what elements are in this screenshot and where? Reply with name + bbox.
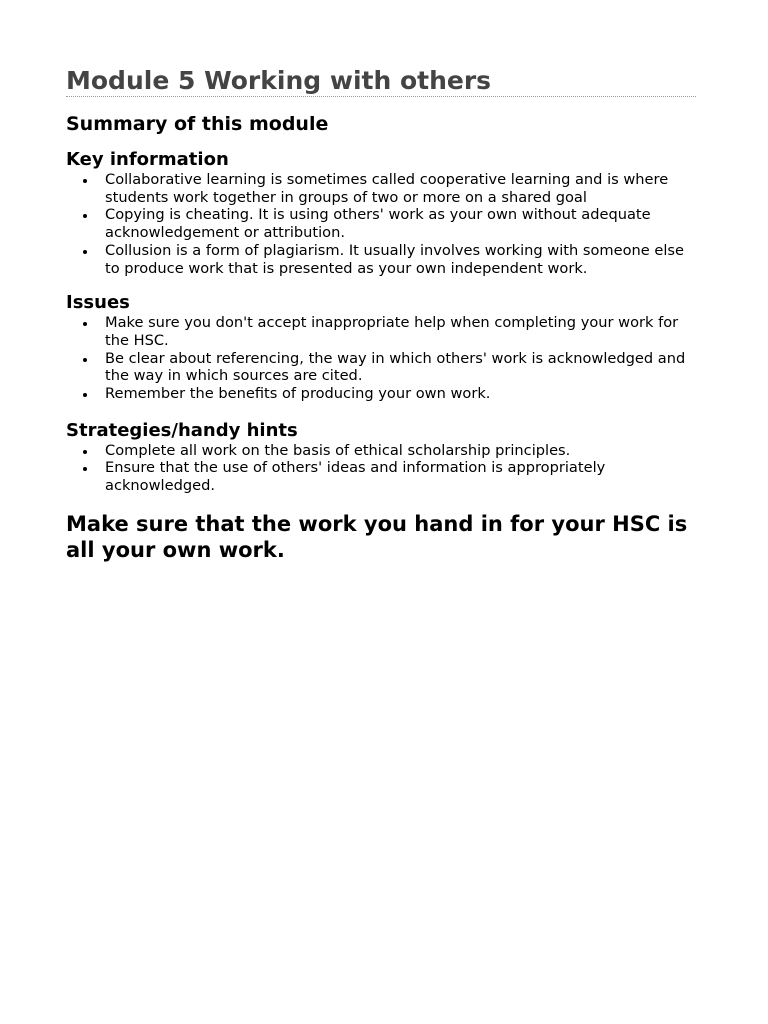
list-item: [105, 459, 695, 494]
section-issues: [66, 292, 696, 403]
list-item-text: Remember the benefits of producing your own work.: [105, 385, 491, 403]
list-item-text: Collaborative learning is sometimes called cooperative learning and is where students work together in groups of two or more on a shared goal: [105, 171, 669, 206]
list-item-text: Collusion is a form of plagiarism. It usually involves working with someone else to produce work that is presented as your own independent work.: [105, 241, 685, 277]
section-heading: Issues: [66, 292, 130, 314]
bullet-icon: [83, 214, 87, 218]
section-strategies: [66, 420, 696, 495]
list-item: [105, 442, 695, 460]
summary-heading: Summary of this module: [66, 113, 329, 135]
bullet-icon: [83, 358, 87, 362]
list-item-text: Be clear about referencing, the way in which others' work is acknowledged and the way in which sources are cited.: [105, 349, 686, 385]
page-title: Module 5 Working with others: [66, 66, 696, 97]
bullet-list: [66, 314, 695, 403]
list-item-text: Copying is cheating. It is using others' work as your own without adequate acknowledgement or attribution.: [105, 206, 651, 242]
bullet-icon: [83, 450, 87, 454]
section-heading: Strategies/handy hints: [66, 419, 298, 441]
list-item: [105, 171, 695, 206]
list-item: [105, 385, 695, 403]
bullet-icon: [83, 322, 87, 326]
section-key-information: [66, 149, 696, 277]
list-item-text: Complete all work on the basis of ethical scholarship principles.: [105, 441, 571, 459]
bullet-icon: [83, 179, 87, 183]
list-item-text: Ensure that the use of others' ideas and information is appropriately acknowledged.: [105, 459, 606, 495]
list-item: [105, 206, 695, 241]
list-item: [105, 350, 695, 385]
bullet-icon: [83, 250, 87, 254]
closing-statement: Make sure that the work you hand in for your HSC is all your own work.: [66, 511, 688, 562]
bullet-list: [66, 171, 695, 277]
bullet-icon: [83, 393, 87, 397]
bullet-icon: [83, 467, 87, 471]
list-item: [105, 314, 695, 349]
list-item-text: Make sure you don't accept inappropriate help when completing your work for the HSC.: [105, 314, 679, 349]
list-item: [105, 242, 695, 277]
section-heading: Key information: [66, 149, 229, 170]
bullet-list: [66, 442, 695, 495]
